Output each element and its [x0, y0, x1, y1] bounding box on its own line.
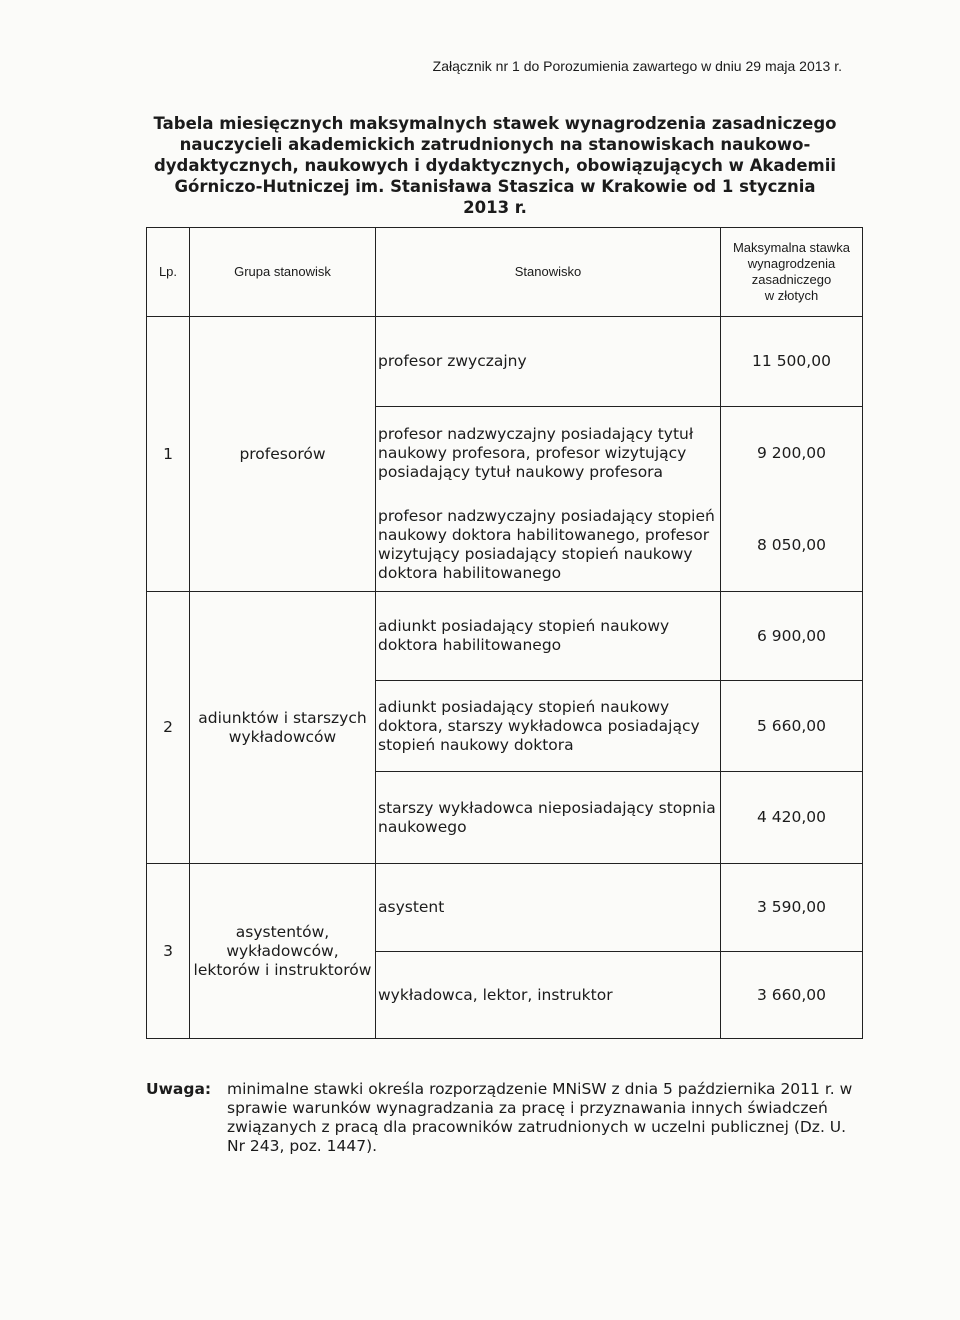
header-rate-line: zasadniczego — [751, 272, 832, 287]
table-row — [147, 317, 863, 407]
document-title — [150, 113, 840, 218]
rate-cell: 6 900,00 — [721, 592, 863, 681]
salary-rates-table — [146, 227, 863, 1039]
note — [146, 1080, 866, 1156]
annex-line: Załącznik nr 1 do Porozumienia zawartego w dniu 29 maja 2013 r. — [432, 58, 842, 74]
rate-cell: 3 590,00 — [721, 864, 863, 952]
title-line: Górniczo-Hutniczej im. Stanisława Staszica w Krakowie od 1 stycznia 2013 r. — [174, 177, 816, 217]
group-name: asystentów, wykładowców, lektorów i instruktorów — [190, 864, 376, 1039]
header-rate-line: wynagrodzenia — [747, 256, 836, 271]
header-rate-line: w złotych — [764, 288, 819, 303]
rate-cell: 9 200,00 — [721, 407, 863, 500]
rate-cell: 3 660,00 — [721, 952, 863, 1039]
note-text: minimalne stawki określa rozporządzenie MNiSW z dnia 5 października 2011 r. w sprawie warunków wynagradzania za pracę i przyznawania innych świadczeń związanych z pracą dla pracowników zatrudnionych w uczelni publicznej (Dz. U. Nr 243, poz. 1447). — [227, 1080, 853, 1155]
position-cell: adiunkt posiadający stopień naukowy doktora habilitowanego — [376, 592, 721, 681]
position-cell: wykładowca, lektor, instruktor — [376, 952, 721, 1039]
header-group: Grupa stanowisk — [190, 228, 376, 317]
group-name: adiunktów i starszych wykładowców — [190, 592, 376, 864]
note-label: Uwaga: — [146, 1080, 212, 1098]
rate-cell: 5 660,00 — [721, 681, 863, 772]
position-cell: profesor nadzwyczajny posiadający stopień naukowy doktora habilitowanego, profesor wizytujący posiadający stopień naukowy doktora habilitowanego — [376, 500, 721, 592]
title-line: Tabela miesięcznych maksymalnych stawek wynagrodzenia zasadniczego — [153, 114, 837, 133]
header-rate — [721, 228, 863, 317]
position-cell: asystent — [376, 864, 721, 952]
group-name: profesorów — [190, 317, 376, 592]
rate-cell: 4 420,00 — [721, 772, 863, 864]
title-line: dydaktycznych, naukowych i dydaktycznych, obowiązujących w Akademii — [153, 156, 837, 175]
header-rate-line: Maksymalna stawka — [732, 240, 851, 255]
group-lp: 3 — [147, 864, 190, 1039]
group-lp: 1 — [147, 317, 190, 592]
table-header-row — [147, 228, 863, 317]
group-lp: 2 — [147, 592, 190, 864]
position-cell: profesor nadzwyczajny posiadający tytuł naukowy profesora, profesor wizytujący posiadający tytuł naukowy profesora — [376, 407, 721, 500]
header-position: Stanowisko — [376, 228, 721, 317]
rate-cell: 8 050,00 — [721, 500, 863, 592]
title-line: nauczycieli akademickich zatrudnionych na stanowiskach naukowo- — [179, 135, 811, 154]
table-row — [147, 592, 863, 681]
rate-cell: 11 500,00 — [721, 317, 863, 407]
position-cell: adiunkt posiadający stopień naukowy doktora, starszy wykładowca posiadający stopień naukowy doktora — [376, 681, 721, 772]
table-row — [147, 864, 863, 952]
position-cell: starszy wykładowca nieposiadający stopnia naukowego — [376, 772, 721, 864]
header-lp: Lp. — [147, 228, 190, 317]
position-cell: profesor zwyczajny — [376, 317, 721, 407]
